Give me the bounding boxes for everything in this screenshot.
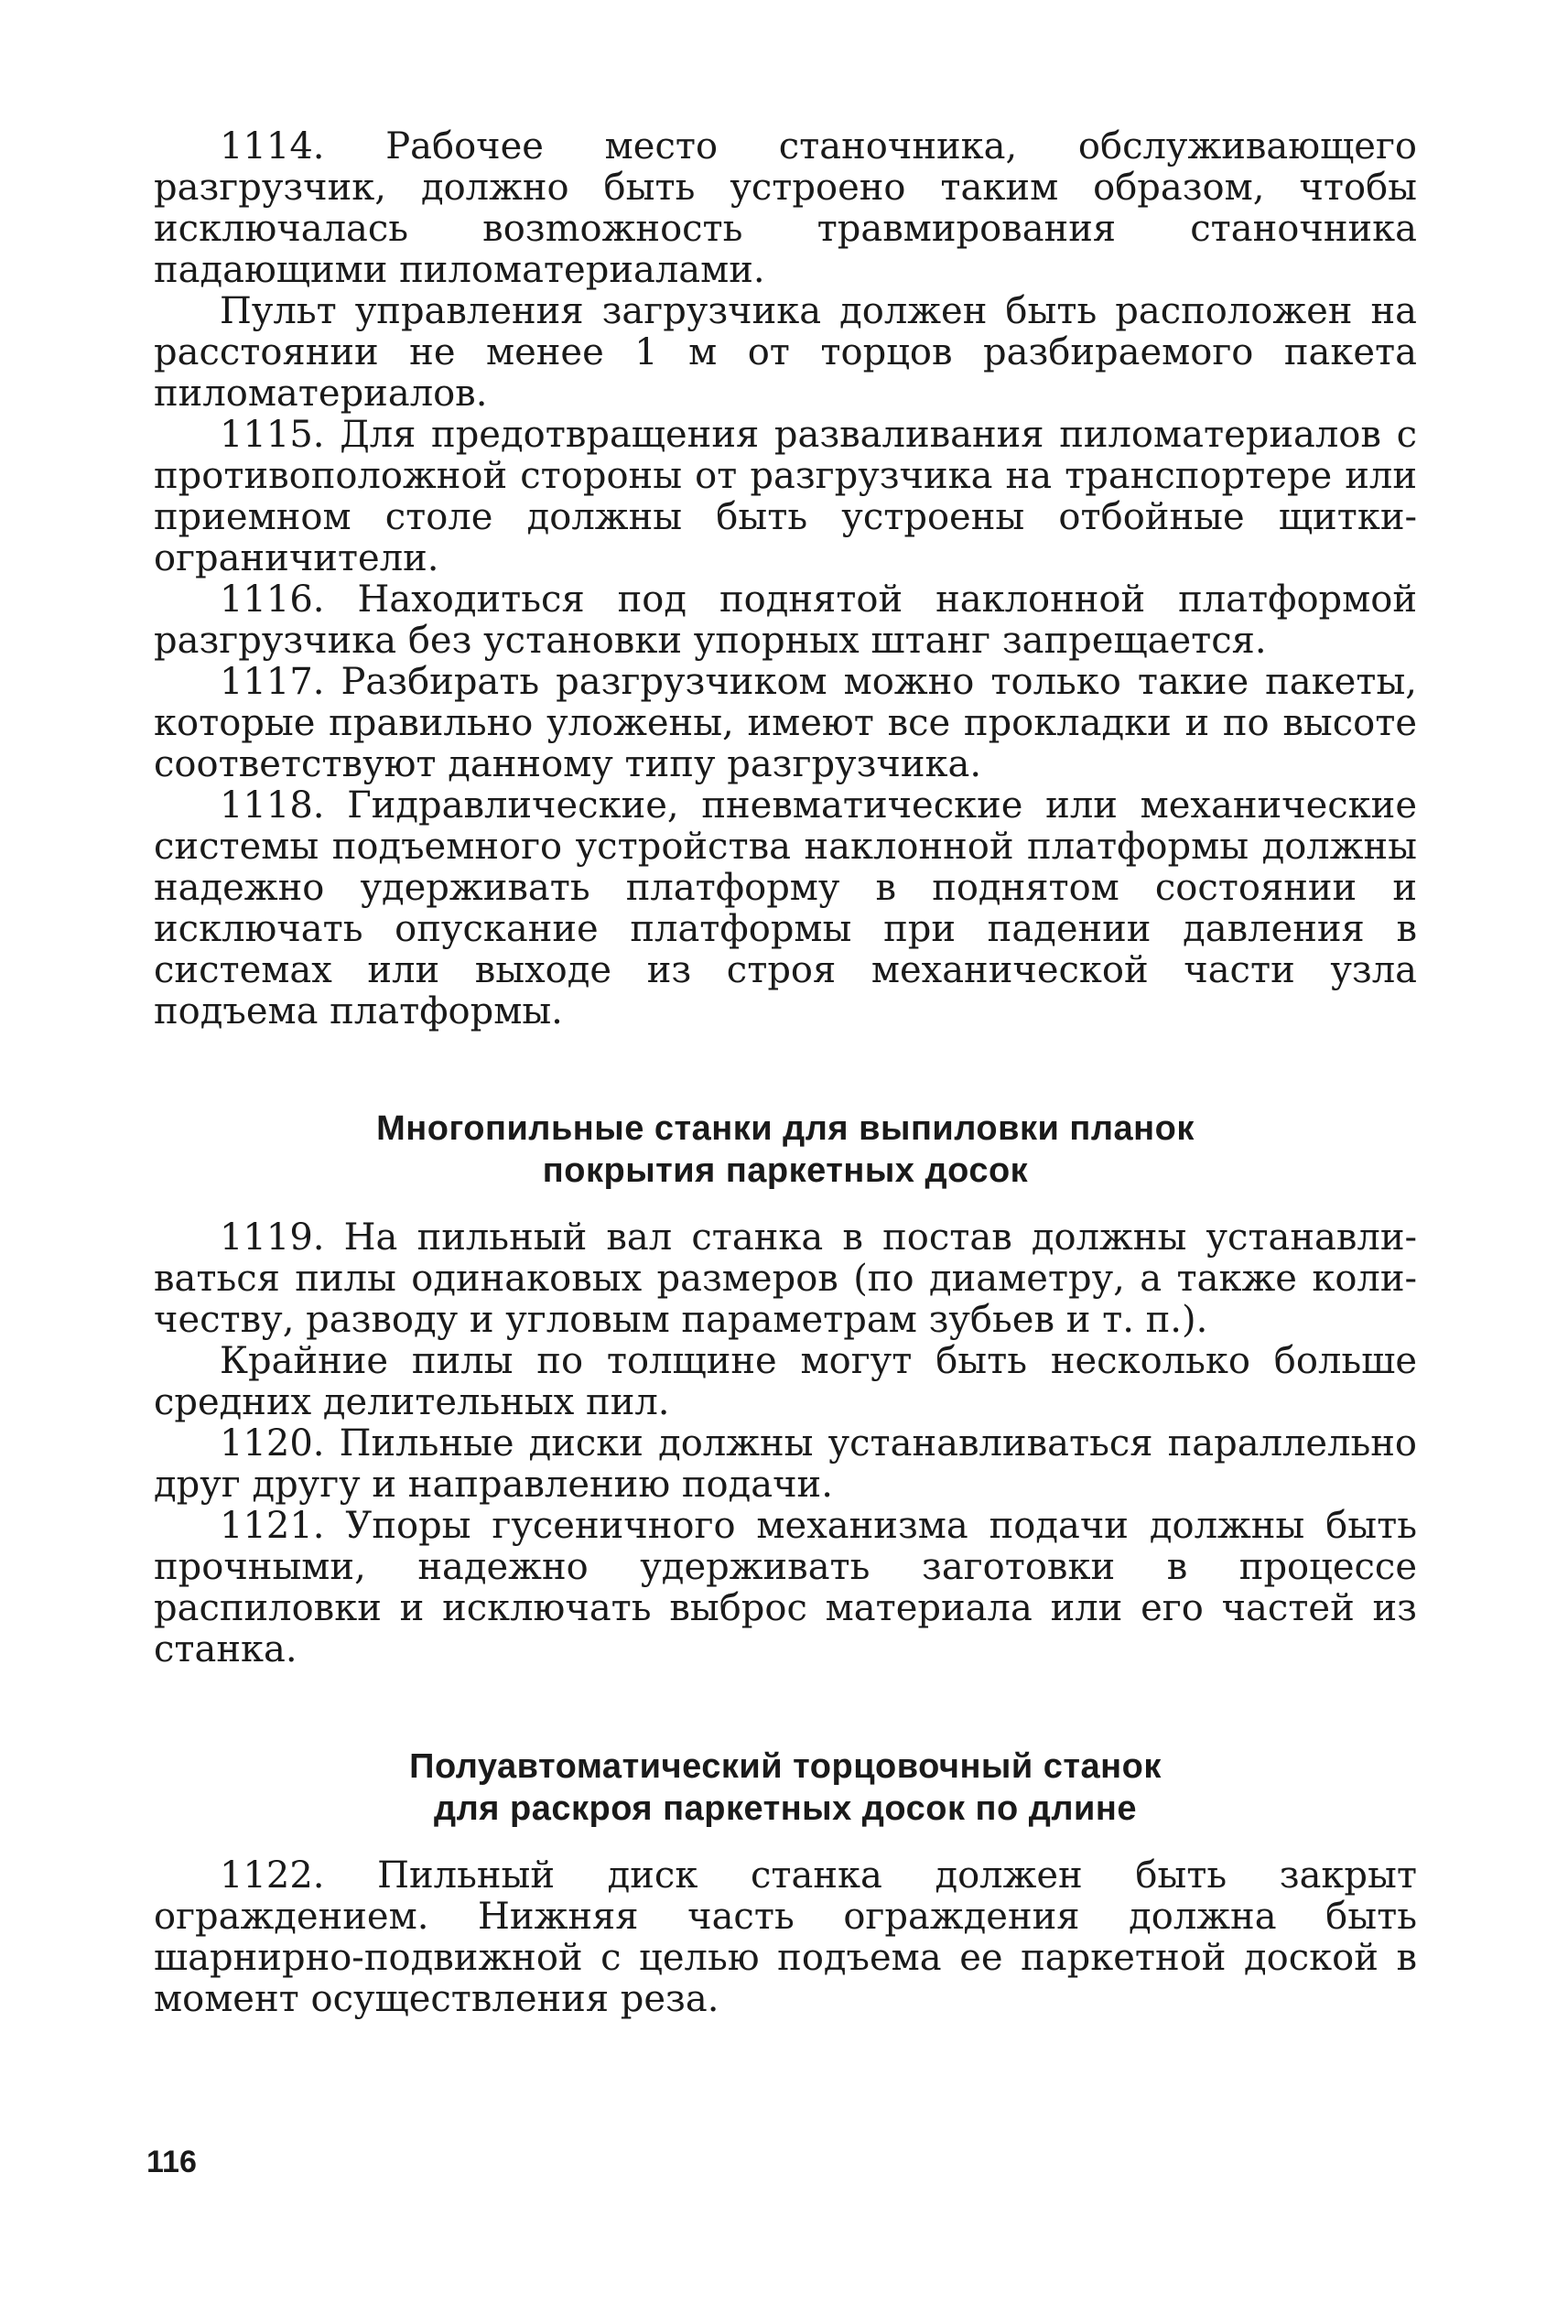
paragraph-1117: 1117. Разбирать разгрузчиком можно только такие пакеты, которые правильно уложены, имеют все прокладки и по высоте соответствуют данному типу разгрузчика. (154, 661, 1417, 785)
paragraph-1120: 1120. Пильные диски должны устанавливаться параллельно друг другу и направлению подачи. (154, 1422, 1417, 1506)
paragraph-1114-remote: Пульт управления загрузчика должен быть расположен на расстоянии не менее 1 м от торцов разбираемого пакета пиломатериалов. (154, 290, 1417, 415)
paragraph-1119-outer-saws: Крайние пилы по толщине могут быть несколько больше средних делительных пил. (154, 1340, 1417, 1423)
section-heading-crosscut-line2: для раскроя паркетных досок по длине (434, 1789, 1137, 1828)
paragraph-1118: 1118. Гидравлические, пневматические или механические системы подъемного устройства наклонной платформы должны надежно удерживать платформу в поднятом состоянии и исключать опускание платформы при падении давления в системах или выходе из строя механической части узла подъема платформы. (154, 784, 1417, 1032)
paragraph-1115: 1115. Для предотвращения разваливания пиломатериалов с противоположной стороны от разгрузчика на транспортере или приемном столе должны быть устроены отбойные щитки-ограничители. (154, 414, 1417, 579)
paragraph-1114: 1114. Рабочее место станочника, обслуживающего разгрузчик, должно быть устроено таким образом, чтобы исключалась возmожность травмирования станочника падающими пиломатериалами. (154, 125, 1417, 291)
paragraph-1119: 1119. На пильный вал станка в постав должны устанавливаться пилы одинаковых размеров (по диаметру, а также количеству, разводу и угловым параметрам зубьев и т. п.). (154, 1216, 1417, 1341)
section-heading-crosscut (154, 1746, 1417, 1830)
paragraph-1122: 1122. Пильный диск станка должен быть закрыт ограждением. Нижняя часть ограждения должна быть шарнирно-подвижной с целью подъема ее паркетной доской в момент осуществления реза. (154, 1854, 1417, 2020)
section-heading-multisaw (154, 1108, 1417, 1192)
section-heading-multisaw-line2: покрытия паркетных досок (542, 1151, 1029, 1190)
paragraph-1116: 1116. Находиться под поднятой наклонной платформой разгрузчика без установки упорных штанг запрещается. (154, 578, 1417, 662)
section-heading-multisaw-line1: Многопильные станки для выпиловки планок (376, 1109, 1195, 1148)
page-content (154, 126, 1417, 2020)
paragraph-1121: 1121. Упоры гусеничного механизма подачи должны быть прочными, надежно удерживать заготовки в процессе распиловки и исключать выброс материала или его частей из станка. (154, 1505, 1417, 1670)
section-heading-crosscut-line1: Полуавтоматический торцовочный станок (409, 1747, 1162, 1786)
page-number: 116 (146, 2145, 197, 2179)
